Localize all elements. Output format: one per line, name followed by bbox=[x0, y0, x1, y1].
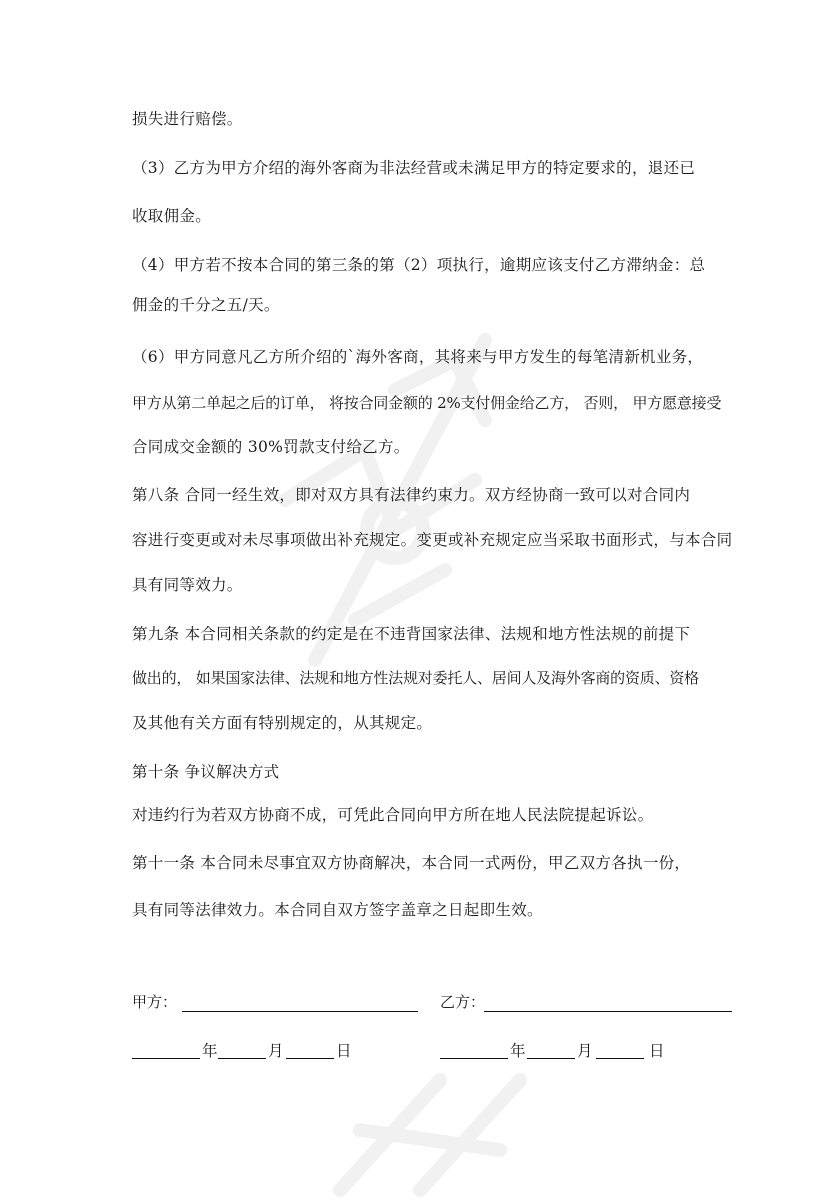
party-a-day-blank[interactable] bbox=[286, 1058, 334, 1059]
day-label: 日 bbox=[336, 1042, 352, 1060]
year-label: 年 bbox=[202, 1042, 218, 1060]
text-line: 收取佣金。 bbox=[132, 207, 212, 225]
day-label: 日 bbox=[649, 1042, 665, 1060]
text-line: （3）乙方为甲方介绍的海外客商为非法经营或未满足甲方的特定要求的，退还已 bbox=[132, 159, 696, 177]
text-line: （6）甲方同意凡乙方所介绍的`海外客商，其将来与甲方发生的每笔清新机业务， bbox=[132, 348, 704, 366]
text-line: 第十一条 本合同未尽事宜双方协商解决，本合同一式两份，甲乙双方各执一份， bbox=[132, 854, 691, 872]
party-b-year-blank[interactable] bbox=[440, 1058, 508, 1059]
text-line: 及其他有关方面有特别规定的，从其规定。 bbox=[132, 714, 433, 732]
text-line: 对违约行为若双方协商不成，可凭此合同向甲方所在地人民法院提起诉讼。 bbox=[132, 806, 654, 824]
party-b-day-blank[interactable] bbox=[596, 1058, 644, 1059]
text-line: 具有同等效力。 bbox=[132, 576, 243, 594]
party-b-label: 乙方： bbox=[440, 993, 486, 1011]
text-line: 合同成交金额的 30%罚款支付给乙方。 bbox=[132, 438, 410, 456]
text-line: 容进行变更或对未尽事项做出补充规定。变更或补充规定应当采取书面形式，与本合同 bbox=[132, 531, 733, 549]
watermark-icon bbox=[300, 1040, 600, 1200]
text-line: 甲方从第二单起之后的订单， 将按合同金额的 2%支付佣金给乙方， 否则， 甲方愿意接受 bbox=[132, 394, 722, 412]
text-line: 第八条 合同一经生效，即对双方具有法律约束力。双方经协商一致可以对合同内 bbox=[132, 486, 691, 504]
text-line: 第九条 本合同相关条款的约定是在不违背国家法律、法规和地方性法规的前提下 bbox=[132, 625, 691, 643]
party-b-month-blank[interactable] bbox=[527, 1058, 575, 1059]
party-a-year-blank[interactable] bbox=[132, 1058, 200, 1059]
text-line: 损失进行赔偿。 bbox=[132, 110, 243, 128]
text-line: （4）甲方若不按本合同的第三条的第（2）项执行，逾期应该支付乙方滞纳金：总 bbox=[132, 256, 706, 274]
party-a-label: 甲方： bbox=[132, 993, 178, 1011]
month-label: 月 bbox=[268, 1042, 284, 1060]
text-line: 具有同等法律效力。本合同自双方签字盖章之日起即生效。 bbox=[132, 901, 543, 919]
text-line: 做出的， 如果国家法律、法规和地方性法规对委托人、居间人及海外客商的资质、资格 bbox=[132, 669, 699, 687]
party-a-signature-line[interactable] bbox=[182, 1011, 418, 1012]
year-label: 年 bbox=[510, 1042, 526, 1060]
party-b-signature-line[interactable] bbox=[484, 1011, 732, 1012]
text-line: 佣金的千分之五/天。 bbox=[132, 296, 280, 314]
party-a-month-blank[interactable] bbox=[218, 1058, 266, 1059]
text-line: 第十条 争议解决方式 bbox=[132, 763, 280, 781]
month-label: 月 bbox=[577, 1042, 593, 1060]
